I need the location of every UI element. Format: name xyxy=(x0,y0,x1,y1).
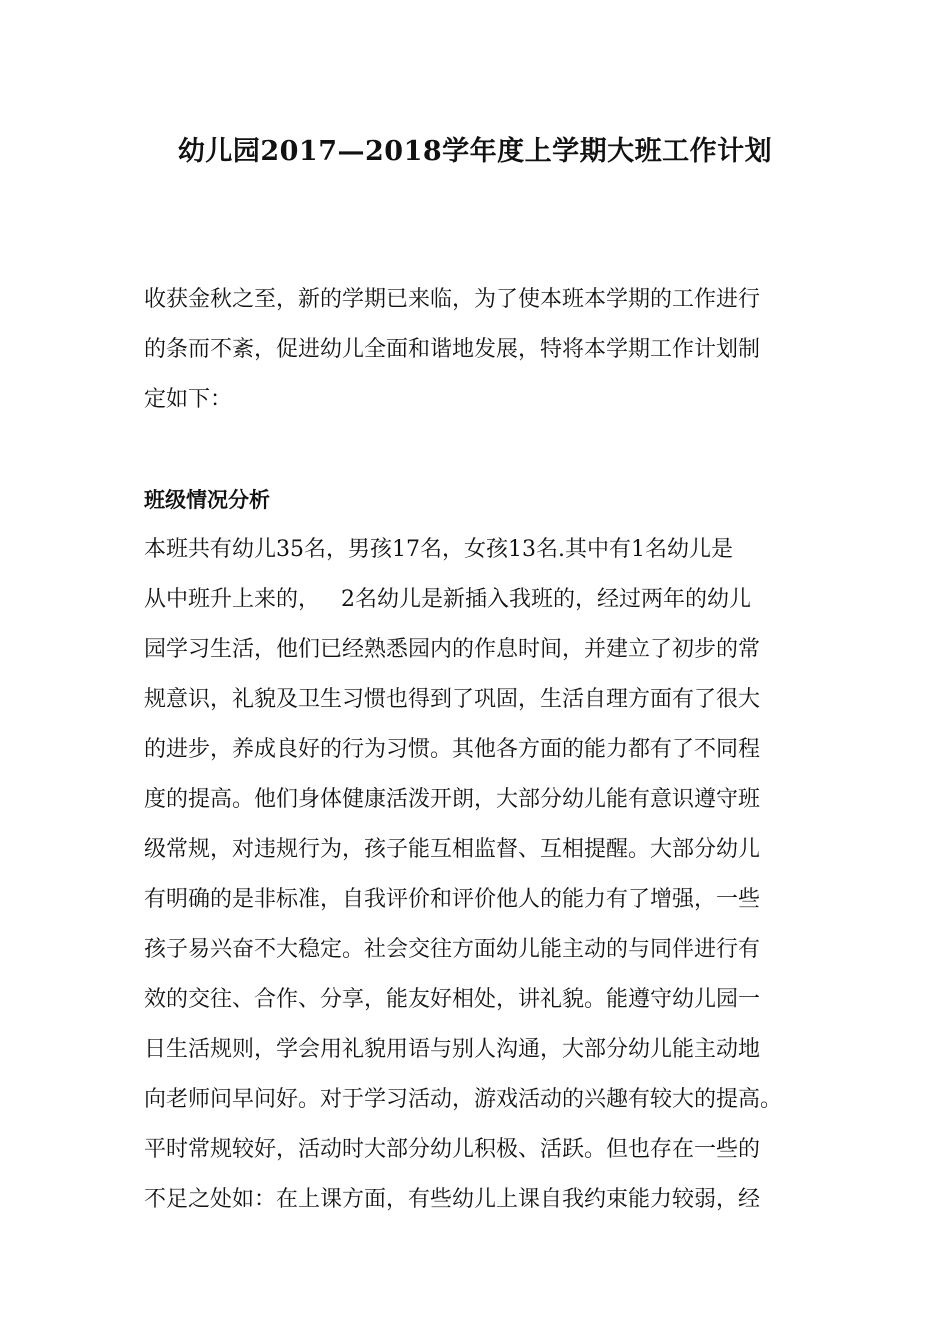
section-paragraph xyxy=(144,525,824,1225)
text-line: 不足之处如：在上课方面，有些幼儿上课自我约束能力较弱，经 xyxy=(144,1187,761,1212)
text-line: 的进步，养成良好的行为习惯。其他各方面的能力都有了不同程 xyxy=(144,737,761,762)
text-line: 效的交往、合作、分享，能友好相处，讲礼貌。能遵守幼儿园一 xyxy=(144,987,761,1012)
text-line: 有明确的是非标准，自我评价和评价他人的能力有了增强，一些 xyxy=(144,887,761,912)
text-line: 的条而不紊，促进幼儿全面和谐地发展，特将本学期工作计划制 xyxy=(144,337,761,362)
text-line: 园学习生活，他们已经熟悉园内的作息时间，并建立了初步的常 xyxy=(144,637,761,662)
text-line: 日生活规则，学会用礼貌用语与别人沟通，大部分幼儿能主动地 xyxy=(144,1037,761,1062)
text-line: 规意识，礼貌及卫生习惯也得到了巩固，生活自理方面有了很大 xyxy=(144,687,761,712)
text-line: 从中班升上来的， 2名幼儿是新插入我班的，经过两年的幼儿 xyxy=(144,587,751,612)
document-title: 幼儿园2017—2018学年度上学期大班工作计划 xyxy=(177,136,773,167)
text-line: 收获金秋之至，新的学期已来临，为了使本班本学期的工作进行 xyxy=(144,287,761,312)
text-line: 向老师问早问好。对于学习活动，游戏活动的兴趣有较大的提高。 xyxy=(144,1087,783,1112)
text-line: 孩子易兴奋不大稳定。社会交往方面幼儿能主动的与同伴进行有 xyxy=(144,937,761,962)
text-line: 级常规，对违规行为，孩子能互相监督、互相提醒。大部分幼儿 xyxy=(144,837,761,862)
intro-paragraph xyxy=(144,275,824,425)
text-line: 平时常规较好，活动时大部分幼儿积极、活跃。但也存在一些的 xyxy=(144,1137,761,1162)
text-line: 定如下： xyxy=(144,387,233,412)
text-line: 度的提高。他们身体健康活泼开朗，大部分幼儿能有意识遵守班 xyxy=(144,787,761,812)
section-heading: 班级情况分析 xyxy=(144,487,270,512)
text-line: 本班共有幼儿35名，男孩17名，女孩13名.其中有1名幼儿是 xyxy=(144,537,733,562)
